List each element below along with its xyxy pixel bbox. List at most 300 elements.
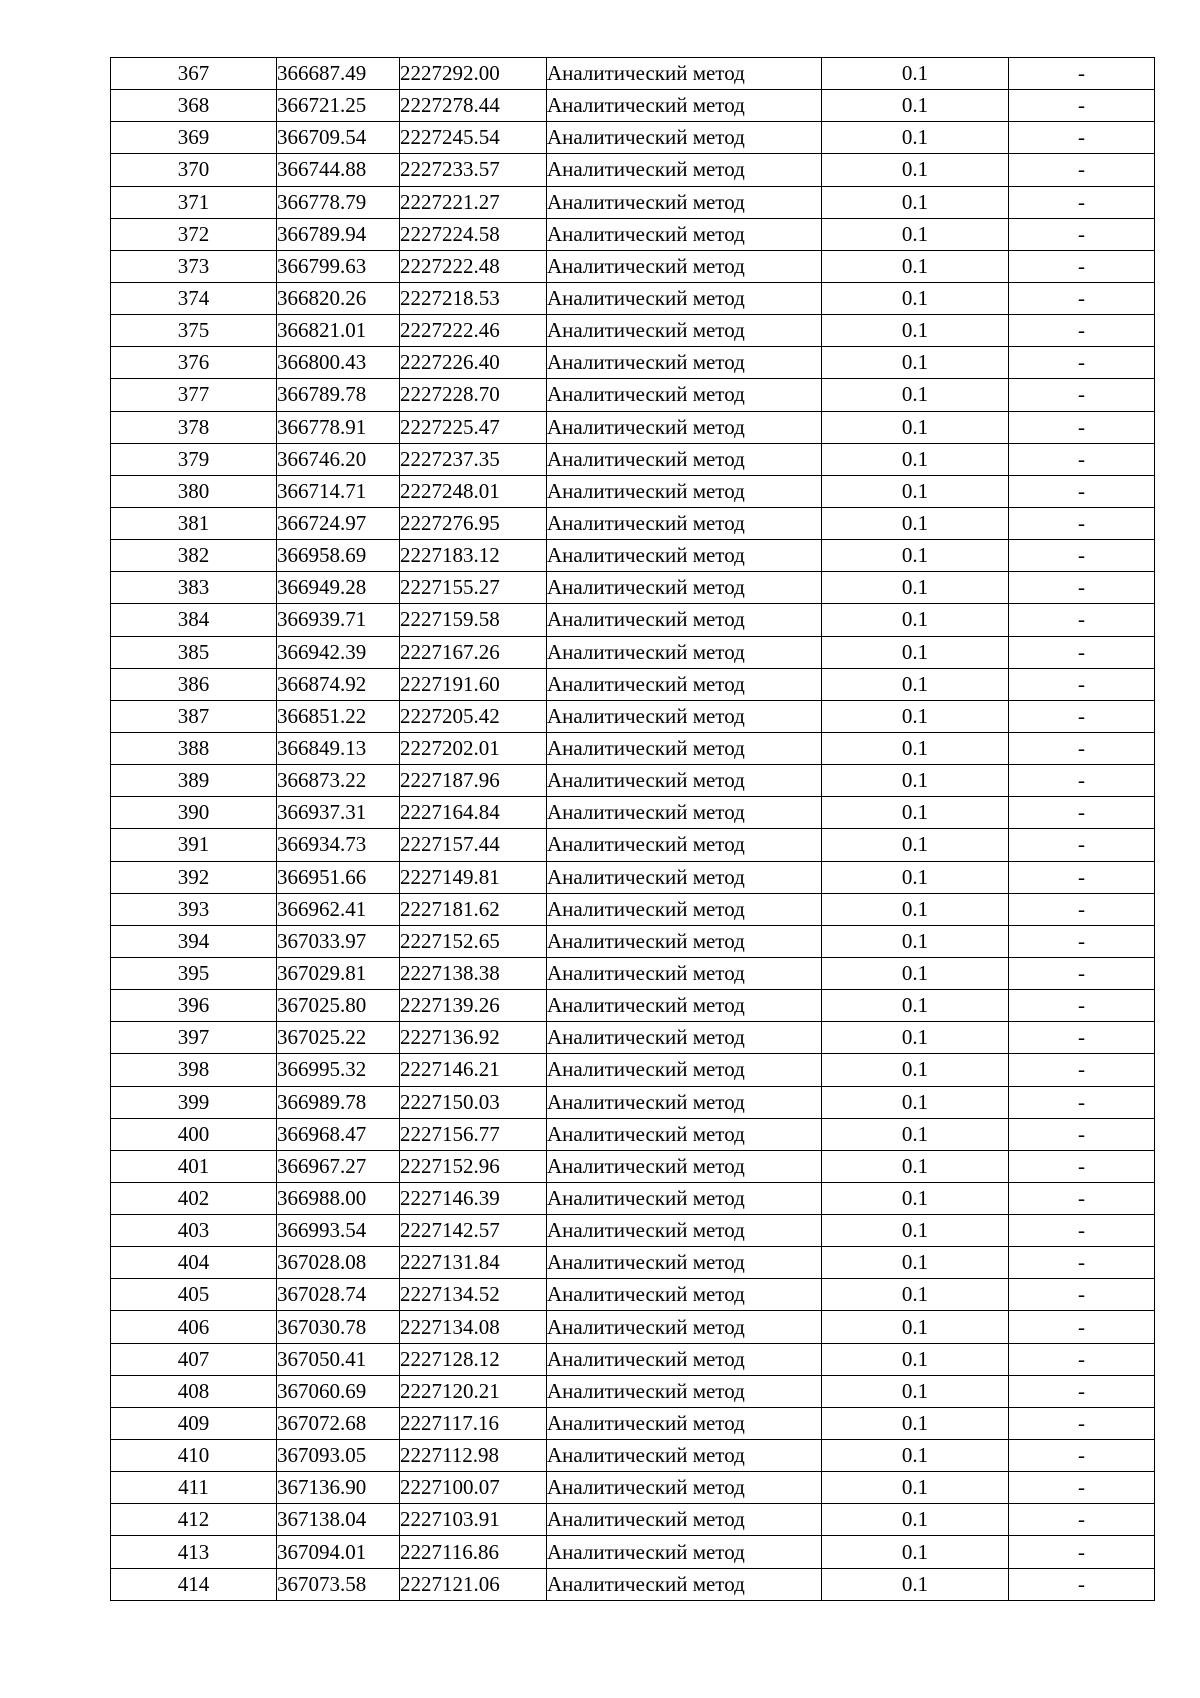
- method-cell: Аналитический метод: [547, 443, 822, 475]
- table-row: [111, 1150, 1155, 1182]
- note-cell: -: [1009, 58, 1155, 90]
- x-coordinate-cell: 366995.32: [277, 1054, 400, 1086]
- point-number-cell: 375: [111, 315, 277, 347]
- note-cell: -: [1009, 1054, 1155, 1086]
- x-coordinate-cell: 366958.69: [277, 540, 400, 572]
- point-number-cell: 393: [111, 893, 277, 925]
- y-coordinate-cell: 2227150.03: [400, 1086, 547, 1118]
- method-cell: Аналитический метод: [547, 1279, 822, 1311]
- method-cell: Аналитический метод: [547, 925, 822, 957]
- note-cell: -: [1009, 1472, 1155, 1504]
- table-row: [111, 1279, 1155, 1311]
- point-number-cell: 371: [111, 186, 277, 218]
- accuracy-cell: 0.1: [822, 540, 1009, 572]
- method-cell: Аналитический метод: [547, 1311, 822, 1343]
- accuracy-cell: 0.1: [822, 1472, 1009, 1504]
- y-coordinate-cell: 2227146.21: [400, 1054, 547, 1086]
- note-cell: -: [1009, 1215, 1155, 1247]
- accuracy-cell: 0.1: [822, 186, 1009, 218]
- x-coordinate-cell: 366724.97: [277, 507, 400, 539]
- note-cell: -: [1009, 829, 1155, 861]
- table-row: [111, 1215, 1155, 1247]
- x-coordinate-cell: 367136.90: [277, 1472, 400, 1504]
- point-number-cell: 387: [111, 700, 277, 732]
- accuracy-cell: 0.1: [822, 347, 1009, 379]
- point-number-cell: 396: [111, 990, 277, 1022]
- accuracy-cell: 0.1: [822, 443, 1009, 475]
- point-number-cell: 404: [111, 1247, 277, 1279]
- note-cell: -: [1009, 1150, 1155, 1182]
- table-row: [111, 282, 1155, 314]
- accuracy-cell: 0.1: [822, 604, 1009, 636]
- table-row: [111, 507, 1155, 539]
- point-number-cell: 394: [111, 925, 277, 957]
- y-coordinate-cell: 2227222.48: [400, 250, 547, 282]
- y-coordinate-cell: 2227112.98: [400, 1440, 547, 1472]
- method-cell: Аналитический метод: [547, 507, 822, 539]
- note-cell: -: [1009, 1247, 1155, 1279]
- note-cell: -: [1009, 1086, 1155, 1118]
- point-number-cell: 380: [111, 475, 277, 507]
- point-number-cell: 382: [111, 540, 277, 572]
- note-cell: -: [1009, 379, 1155, 411]
- method-cell: Аналитический метод: [547, 90, 822, 122]
- method-cell: Аналитический метод: [547, 1375, 822, 1407]
- x-coordinate-cell: 366873.22: [277, 765, 400, 797]
- table-row: [111, 347, 1155, 379]
- y-coordinate-cell: 2227157.44: [400, 829, 547, 861]
- x-coordinate-cell: 366744.88: [277, 154, 400, 186]
- note-cell: -: [1009, 1504, 1155, 1536]
- point-number-cell: 413: [111, 1536, 277, 1568]
- accuracy-cell: 0.1: [822, 379, 1009, 411]
- x-coordinate-cell: 366962.41: [277, 893, 400, 925]
- method-cell: Аналитический метод: [547, 58, 822, 90]
- accuracy-cell: 0.1: [822, 1504, 1009, 1536]
- point-number-cell: 377: [111, 379, 277, 411]
- table-row: [111, 90, 1155, 122]
- y-coordinate-cell: 2227155.27: [400, 572, 547, 604]
- table-row: [111, 1343, 1155, 1375]
- note-cell: -: [1009, 861, 1155, 893]
- method-cell: Аналитический метод: [547, 315, 822, 347]
- method-cell: Аналитический метод: [547, 636, 822, 668]
- point-number-cell: 402: [111, 1182, 277, 1214]
- accuracy-cell: 0.1: [822, 765, 1009, 797]
- accuracy-cell: 0.1: [822, 1536, 1009, 1568]
- accuracy-cell: 0.1: [822, 315, 1009, 347]
- x-coordinate-cell: 366949.28: [277, 572, 400, 604]
- table-row: [111, 411, 1155, 443]
- y-coordinate-cell: 2227152.65: [400, 925, 547, 957]
- accuracy-cell: 0.1: [822, 475, 1009, 507]
- point-number-cell: 376: [111, 347, 277, 379]
- x-coordinate-cell: 366709.54: [277, 122, 400, 154]
- method-cell: Аналитический метод: [547, 1118, 822, 1150]
- method-cell: Аналитический метод: [547, 379, 822, 411]
- method-cell: Аналитический метод: [547, 1504, 822, 1536]
- point-number-cell: 388: [111, 732, 277, 764]
- y-coordinate-cell: 2227164.84: [400, 797, 547, 829]
- method-cell: Аналитический метод: [547, 1407, 822, 1439]
- x-coordinate-cell: 366778.79: [277, 186, 400, 218]
- y-coordinate-cell: 2227237.35: [400, 443, 547, 475]
- note-cell: -: [1009, 1022, 1155, 1054]
- point-number-cell: 370: [111, 154, 277, 186]
- note-cell: -: [1009, 1311, 1155, 1343]
- accuracy-cell: 0.1: [822, 1407, 1009, 1439]
- point-number-cell: 373: [111, 250, 277, 282]
- point-number-cell: 409: [111, 1407, 277, 1439]
- y-coordinate-cell: 2227181.62: [400, 893, 547, 925]
- table-row: [111, 765, 1155, 797]
- method-cell: Аналитический метод: [547, 1472, 822, 1504]
- x-coordinate-cell: 366789.94: [277, 218, 400, 250]
- method-cell: Аналитический метод: [547, 732, 822, 764]
- accuracy-cell: 0.1: [822, 925, 1009, 957]
- x-coordinate-cell: 366821.01: [277, 315, 400, 347]
- accuracy-cell: 0.1: [822, 797, 1009, 829]
- table-row: [111, 732, 1155, 764]
- note-cell: -: [1009, 1568, 1155, 1600]
- x-coordinate-cell: 367094.01: [277, 1536, 400, 1568]
- note-cell: -: [1009, 507, 1155, 539]
- point-number-cell: 392: [111, 861, 277, 893]
- y-coordinate-cell: 2227221.27: [400, 186, 547, 218]
- accuracy-cell: 0.1: [822, 250, 1009, 282]
- method-cell: Аналитический метод: [547, 1086, 822, 1118]
- x-coordinate-cell: 367025.22: [277, 1022, 400, 1054]
- point-number-cell: 403: [111, 1215, 277, 1247]
- point-number-cell: 407: [111, 1343, 277, 1375]
- point-number-cell: 410: [111, 1440, 277, 1472]
- note-cell: -: [1009, 668, 1155, 700]
- method-cell: Аналитический метод: [547, 957, 822, 989]
- accuracy-cell: 0.1: [822, 58, 1009, 90]
- accuracy-cell: 0.1: [822, 218, 1009, 250]
- x-coordinate-cell: 367033.97: [277, 925, 400, 957]
- x-coordinate-cell: 366934.73: [277, 829, 400, 861]
- note-cell: -: [1009, 218, 1155, 250]
- point-number-cell: 369: [111, 122, 277, 154]
- y-coordinate-cell: 2227225.47: [400, 411, 547, 443]
- y-coordinate-cell: 2227159.58: [400, 604, 547, 636]
- method-cell: Аналитический метод: [547, 411, 822, 443]
- method-cell: Аналитический метод: [547, 1440, 822, 1472]
- x-coordinate-cell: 366849.13: [277, 732, 400, 764]
- method-cell: Аналитический метод: [547, 122, 822, 154]
- accuracy-cell: 0.1: [822, 990, 1009, 1022]
- y-coordinate-cell: 2227134.52: [400, 1279, 547, 1311]
- method-cell: Аналитический метод: [547, 282, 822, 314]
- point-number-cell: 368: [111, 90, 277, 122]
- table-row: [111, 1311, 1155, 1343]
- note-cell: -: [1009, 1343, 1155, 1375]
- method-cell: Аналитический метод: [547, 475, 822, 507]
- note-cell: -: [1009, 700, 1155, 732]
- point-number-cell: 399: [111, 1086, 277, 1118]
- x-coordinate-cell: 366951.66: [277, 861, 400, 893]
- y-coordinate-cell: 2227167.26: [400, 636, 547, 668]
- y-coordinate-cell: 2227187.96: [400, 765, 547, 797]
- table-row: [111, 861, 1155, 893]
- x-coordinate-cell: 366820.26: [277, 282, 400, 314]
- note-cell: -: [1009, 443, 1155, 475]
- y-coordinate-cell: 2227116.86: [400, 1536, 547, 1568]
- table-row: [111, 668, 1155, 700]
- accuracy-cell: 0.1: [822, 636, 1009, 668]
- x-coordinate-cell: 366746.20: [277, 443, 400, 475]
- point-number-cell: 408: [111, 1375, 277, 1407]
- method-cell: Аналитический метод: [547, 604, 822, 636]
- table-row: [111, 250, 1155, 282]
- x-coordinate-cell: 366939.71: [277, 604, 400, 636]
- note-cell: -: [1009, 1118, 1155, 1150]
- note-cell: -: [1009, 475, 1155, 507]
- point-number-cell: 383: [111, 572, 277, 604]
- table-row: [111, 700, 1155, 732]
- method-cell: Аналитический метод: [547, 797, 822, 829]
- accuracy-cell: 0.1: [822, 1182, 1009, 1214]
- note-cell: -: [1009, 1182, 1155, 1214]
- y-coordinate-cell: 2227131.84: [400, 1247, 547, 1279]
- y-coordinate-cell: 2227121.06: [400, 1568, 547, 1600]
- point-number-cell: 412: [111, 1504, 277, 1536]
- accuracy-cell: 0.1: [822, 829, 1009, 861]
- x-coordinate-cell: 367028.08: [277, 1247, 400, 1279]
- table-row: [111, 443, 1155, 475]
- x-coordinate-cell: 367072.68: [277, 1407, 400, 1439]
- x-coordinate-cell: 366851.22: [277, 700, 400, 732]
- method-cell: Аналитический метод: [547, 700, 822, 732]
- table-row: [111, 540, 1155, 572]
- method-cell: Аналитический метод: [547, 1215, 822, 1247]
- method-cell: Аналитический метод: [547, 829, 822, 861]
- table-row: [111, 1407, 1155, 1439]
- table-row: [111, 957, 1155, 989]
- table-row: [111, 379, 1155, 411]
- table-row: [111, 315, 1155, 347]
- y-coordinate-cell: 2227183.12: [400, 540, 547, 572]
- accuracy-cell: 0.1: [822, 1440, 1009, 1472]
- coordinates-table: [110, 57, 1155, 1601]
- accuracy-cell: 0.1: [822, 154, 1009, 186]
- note-cell: -: [1009, 765, 1155, 797]
- point-number-cell: 372: [111, 218, 277, 250]
- note-cell: -: [1009, 604, 1155, 636]
- method-cell: Аналитический метод: [547, 1054, 822, 1086]
- x-coordinate-cell: 366942.39: [277, 636, 400, 668]
- x-coordinate-cell: 367060.69: [277, 1375, 400, 1407]
- accuracy-cell: 0.1: [822, 861, 1009, 893]
- y-coordinate-cell: 2227134.08: [400, 1311, 547, 1343]
- table-row: [111, 1536, 1155, 1568]
- accuracy-cell: 0.1: [822, 700, 1009, 732]
- point-number-cell: 367: [111, 58, 277, 90]
- y-coordinate-cell: 2227292.00: [400, 58, 547, 90]
- point-number-cell: 398: [111, 1054, 277, 1086]
- accuracy-cell: 0.1: [822, 122, 1009, 154]
- note-cell: -: [1009, 732, 1155, 764]
- note-cell: -: [1009, 90, 1155, 122]
- point-number-cell: 414: [111, 1568, 277, 1600]
- point-number-cell: 378: [111, 411, 277, 443]
- y-coordinate-cell: 2227117.16: [400, 1407, 547, 1439]
- note-cell: -: [1009, 122, 1155, 154]
- point-number-cell: 391: [111, 829, 277, 861]
- accuracy-cell: 0.1: [822, 1375, 1009, 1407]
- table-row: [111, 1086, 1155, 1118]
- x-coordinate-cell: 366993.54: [277, 1215, 400, 1247]
- note-cell: -: [1009, 154, 1155, 186]
- point-number-cell: 400: [111, 1118, 277, 1150]
- method-cell: Аналитический метод: [547, 218, 822, 250]
- y-coordinate-cell: 2227136.92: [400, 1022, 547, 1054]
- y-coordinate-cell: 2227226.40: [400, 347, 547, 379]
- table-row: [111, 1504, 1155, 1536]
- y-coordinate-cell: 2227205.42: [400, 700, 547, 732]
- table-row: [111, 829, 1155, 861]
- table-row: [111, 990, 1155, 1022]
- y-coordinate-cell: 2227228.70: [400, 379, 547, 411]
- y-coordinate-cell: 2227224.58: [400, 218, 547, 250]
- table-row: [111, 636, 1155, 668]
- y-coordinate-cell: 2227222.46: [400, 315, 547, 347]
- x-coordinate-cell: 367028.74: [277, 1279, 400, 1311]
- method-cell: Аналитический метод: [547, 1022, 822, 1054]
- x-coordinate-cell: 366799.63: [277, 250, 400, 282]
- method-cell: Аналитический метод: [547, 1536, 822, 1568]
- point-number-cell: 390: [111, 797, 277, 829]
- method-cell: Аналитический метод: [547, 990, 822, 1022]
- table-row: [111, 154, 1155, 186]
- note-cell: -: [1009, 411, 1155, 443]
- table-row: [111, 797, 1155, 829]
- table-row: [111, 1022, 1155, 1054]
- note-cell: -: [1009, 636, 1155, 668]
- y-coordinate-cell: 2227139.26: [400, 990, 547, 1022]
- point-number-cell: 381: [111, 507, 277, 539]
- accuracy-cell: 0.1: [822, 1343, 1009, 1375]
- x-coordinate-cell: 366874.92: [277, 668, 400, 700]
- note-cell: -: [1009, 540, 1155, 572]
- note-cell: -: [1009, 347, 1155, 379]
- accuracy-cell: 0.1: [822, 1118, 1009, 1150]
- x-coordinate-cell: 367073.58: [277, 1568, 400, 1600]
- y-coordinate-cell: 2227248.01: [400, 475, 547, 507]
- method-cell: Аналитический метод: [547, 668, 822, 700]
- x-coordinate-cell: 366989.78: [277, 1086, 400, 1118]
- method-cell: Аналитический метод: [547, 861, 822, 893]
- table-row: [111, 1247, 1155, 1279]
- note-cell: -: [1009, 1279, 1155, 1311]
- method-cell: Аналитический метод: [547, 765, 822, 797]
- note-cell: -: [1009, 315, 1155, 347]
- table-row: [111, 1118, 1155, 1150]
- method-cell: Аналитический метод: [547, 893, 822, 925]
- table-row: [111, 1182, 1155, 1214]
- y-coordinate-cell: 2227142.57: [400, 1215, 547, 1247]
- note-cell: -: [1009, 572, 1155, 604]
- x-coordinate-cell: 367029.81: [277, 957, 400, 989]
- note-cell: -: [1009, 925, 1155, 957]
- point-number-cell: 411: [111, 1472, 277, 1504]
- point-number-cell: 384: [111, 604, 277, 636]
- x-coordinate-cell: 366800.43: [277, 347, 400, 379]
- point-number-cell: 379: [111, 443, 277, 475]
- accuracy-cell: 0.1: [822, 1311, 1009, 1343]
- accuracy-cell: 0.1: [822, 90, 1009, 122]
- x-coordinate-cell: 366967.27: [277, 1150, 400, 1182]
- x-coordinate-cell: 367050.41: [277, 1343, 400, 1375]
- method-cell: Аналитический метод: [547, 1182, 822, 1214]
- accuracy-cell: 0.1: [822, 1279, 1009, 1311]
- method-cell: Аналитический метод: [547, 540, 822, 572]
- y-coordinate-cell: 2227278.44: [400, 90, 547, 122]
- y-coordinate-cell: 2227233.57: [400, 154, 547, 186]
- accuracy-cell: 0.1: [822, 411, 1009, 443]
- coordinates-table-body: [111, 58, 1155, 1601]
- table-row: [111, 1054, 1155, 1086]
- y-coordinate-cell: 2227103.91: [400, 1504, 547, 1536]
- note-cell: -: [1009, 957, 1155, 989]
- y-coordinate-cell: 2227138.38: [400, 957, 547, 989]
- x-coordinate-cell: 366937.31: [277, 797, 400, 829]
- x-coordinate-cell: 366968.47: [277, 1118, 400, 1150]
- method-cell: Аналитический метод: [547, 154, 822, 186]
- x-coordinate-cell: 366687.49: [277, 58, 400, 90]
- y-coordinate-cell: 2227146.39: [400, 1182, 547, 1214]
- accuracy-cell: 0.1: [822, 282, 1009, 314]
- note-cell: -: [1009, 282, 1155, 314]
- y-coordinate-cell: 2227152.96: [400, 1150, 547, 1182]
- method-cell: Аналитический метод: [547, 186, 822, 218]
- y-coordinate-cell: 2227156.77: [400, 1118, 547, 1150]
- accuracy-cell: 0.1: [822, 893, 1009, 925]
- accuracy-cell: 0.1: [822, 1086, 1009, 1118]
- x-coordinate-cell: 367030.78: [277, 1311, 400, 1343]
- y-coordinate-cell: 2227120.21: [400, 1375, 547, 1407]
- accuracy-cell: 0.1: [822, 1568, 1009, 1600]
- x-coordinate-cell: 366721.25: [277, 90, 400, 122]
- accuracy-cell: 0.1: [822, 507, 1009, 539]
- method-cell: Аналитический метод: [547, 1150, 822, 1182]
- note-cell: -: [1009, 186, 1155, 218]
- x-coordinate-cell: 366988.00: [277, 1182, 400, 1214]
- table-row: [111, 1472, 1155, 1504]
- accuracy-cell: 0.1: [822, 668, 1009, 700]
- y-coordinate-cell: 2227149.81: [400, 861, 547, 893]
- x-coordinate-cell: 367093.05: [277, 1440, 400, 1472]
- table-row: [111, 925, 1155, 957]
- method-cell: Аналитический метод: [547, 1568, 822, 1600]
- accuracy-cell: 0.1: [822, 1054, 1009, 1086]
- x-coordinate-cell: 367025.80: [277, 990, 400, 1022]
- table-row: [111, 218, 1155, 250]
- table-row: [111, 1568, 1155, 1600]
- note-cell: -: [1009, 1536, 1155, 1568]
- point-number-cell: 389: [111, 765, 277, 797]
- point-number-cell: 385: [111, 636, 277, 668]
- point-number-cell: 401: [111, 1150, 277, 1182]
- table-row: [111, 122, 1155, 154]
- x-coordinate-cell: 367138.04: [277, 1504, 400, 1536]
- accuracy-cell: 0.1: [822, 1022, 1009, 1054]
- point-number-cell: 406: [111, 1311, 277, 1343]
- accuracy-cell: 0.1: [822, 957, 1009, 989]
- note-cell: -: [1009, 893, 1155, 925]
- accuracy-cell: 0.1: [822, 1247, 1009, 1279]
